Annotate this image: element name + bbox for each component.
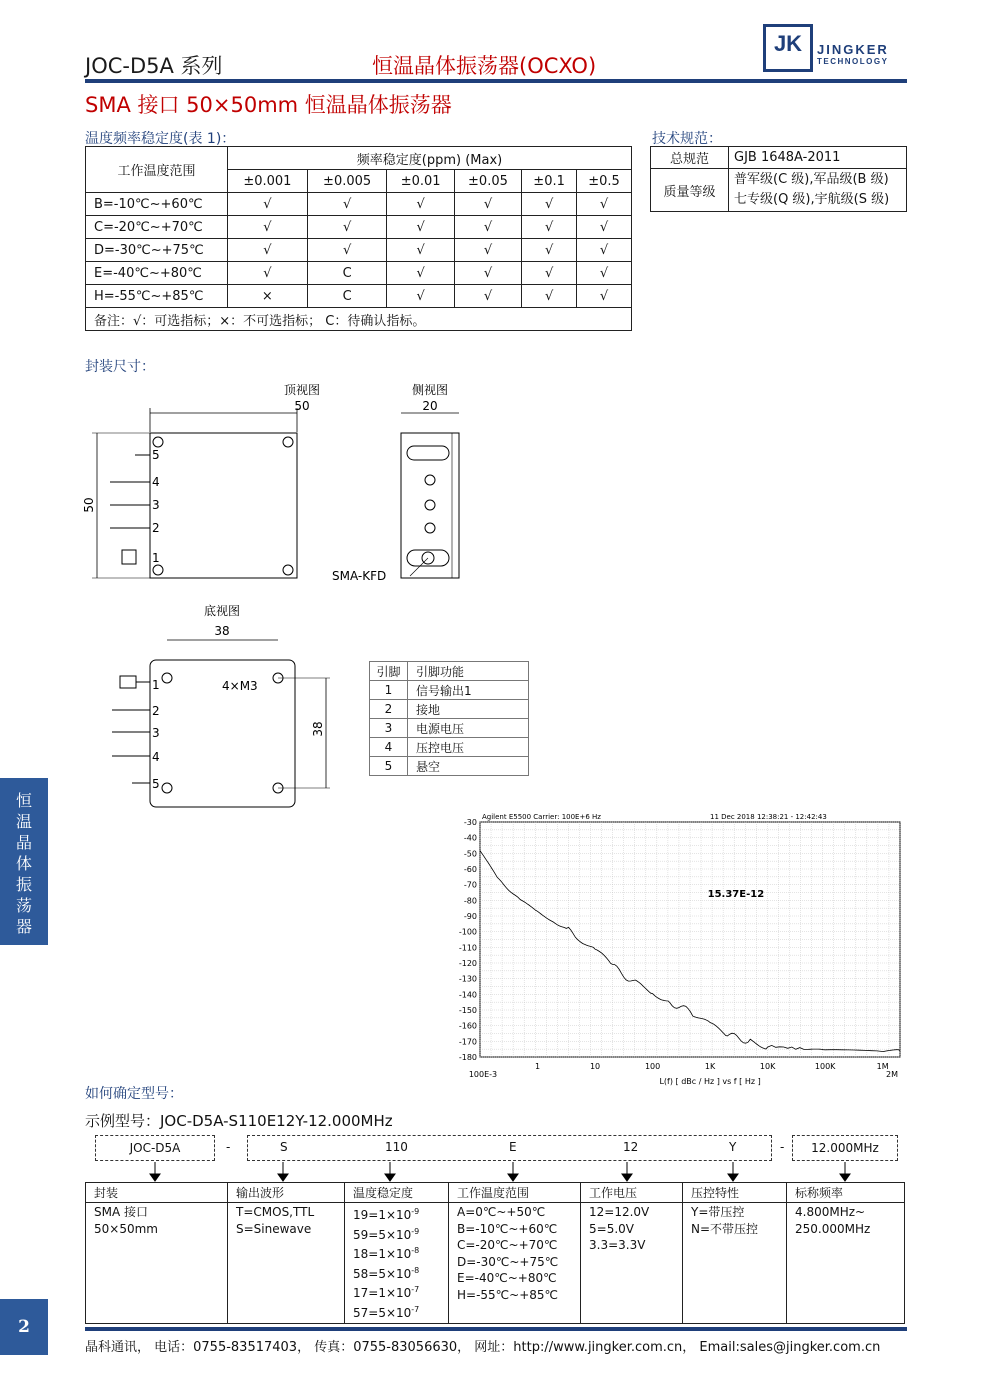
stability-row [86, 239, 632, 262]
stability-code-exp: -9 [411, 1226, 420, 1236]
top-side-drawing [80, 380, 480, 610]
y-tick-label: -120 [458, 959, 477, 968]
page-number: 2 [0, 1299, 48, 1355]
model-col-header: 压控特性 [683, 1183, 787, 1203]
side-tab-char: 恒 [15, 791, 32, 810]
stability-cell: √ [307, 193, 387, 216]
box-prefix: JOC-D5A [95, 1135, 215, 1161]
stability-row [86, 285, 632, 308]
stability-cell: √ [522, 239, 577, 262]
pin-function: 接地 [408, 700, 529, 719]
stability-code [353, 1302, 440, 1322]
temp-range-code: D=-30℃~+75℃ [457, 1254, 559, 1269]
box-dash-2: - [780, 1140, 785, 1154]
top-pin-4: 4 [152, 475, 160, 489]
chart-annotation: 15.37E-12 [707, 889, 765, 901]
footer-divider [85, 1327, 907, 1331]
stability-code-exp: -7 [411, 1304, 420, 1314]
model-col-header: 温度稳定度 [345, 1183, 449, 1203]
stability-cell: √ [387, 193, 454, 216]
general-label: 总规范 [651, 147, 729, 169]
stability-code-exp: -8 [411, 1246, 420, 1255]
top-view-label: 顶视图 [283, 383, 321, 397]
box-dash-1: - [226, 1140, 231, 1154]
stability-cell: √ [307, 216, 387, 239]
stability-cell: √ [387, 239, 454, 262]
stability-note: 备注：√：可选指标；×：不可选指标； C：待确认指标。 [86, 308, 632, 331]
bottom-drawing [100, 600, 350, 815]
pin-row [370, 700, 529, 719]
stability-cell: √ [522, 193, 577, 216]
voltage-code: 5=5.0V [589, 1221, 634, 1236]
side-tab-char: 荡 [15, 896, 32, 915]
pin-number: 4 [370, 738, 408, 757]
logo-name: JINGKER [817, 42, 889, 57]
stability-cell: √ [522, 285, 577, 308]
voltage-code: 3.3=3.3V [589, 1238, 646, 1252]
stability-code-exp: -9 [411, 1207, 420, 1216]
stability-code [353, 1204, 440, 1224]
x-tick-label: 1K [704, 1062, 716, 1071]
stability-cell: √ [228, 262, 308, 285]
temp-range-code: H=-55℃~+85℃ [457, 1287, 559, 1302]
hole-label: 4×M3 [222, 679, 258, 693]
y-tick-label: -90 [463, 912, 477, 921]
quality-label: 质量等级 [651, 169, 729, 212]
pin-number: 5 [370, 757, 408, 776]
stability-row [86, 262, 632, 285]
stability-cell: √ [454, 216, 521, 239]
y-tick-label: -170 [458, 1037, 477, 1047]
y-tick-label: -130 [458, 974, 477, 984]
box-frequency: 12.000MHz [792, 1135, 898, 1161]
x-tick-label: 100K [814, 1062, 836, 1071]
stability-col-header: ±0.1 [522, 170, 577, 193]
bottom-height-label: 38 [311, 721, 325, 737]
range-cell: H=-55℃~+85℃ [86, 285, 228, 308]
x-tick-label: 2M [886, 1070, 898, 1079]
side-tab-char: 温 [15, 812, 32, 831]
top-pin-2: 2 [152, 521, 160, 535]
temp-range-code: C=-20℃~+70℃ [457, 1238, 558, 1252]
stability-code-base: 17=1×10 [353, 1286, 412, 1300]
temp-range-code: A=0℃~+50℃ [457, 1205, 546, 1219]
stability-cell: √ [228, 193, 308, 216]
stability-code-base: 58=5×10 [353, 1266, 412, 1281]
stability-cell: √ [454, 285, 521, 308]
func-header: 引脚功能 [408, 662, 529, 681]
range-cell: B=-10℃~+60℃ [86, 193, 228, 216]
x-tick-label: 100E-3 [468, 1070, 498, 1079]
x-tick-label: 1 [534, 1062, 541, 1071]
y-tick-label: -100 [458, 927, 477, 937]
sma-label: SMA-KFD [332, 569, 387, 583]
pin-function: 信号输出1 [408, 681, 529, 700]
range-cell: C=-20℃~+70℃ [86, 216, 228, 239]
stability-col-header: ±0.05 [454, 170, 521, 193]
stability-code-base: 19=1×10 [353, 1208, 412, 1222]
y-tick-label: -40 [463, 833, 477, 843]
code-12: 12 [623, 1140, 639, 1154]
pin-row [370, 681, 529, 700]
range-cell: E=-40℃~+80℃ [86, 262, 228, 285]
y-tick-label: -50 [463, 849, 477, 859]
pin-function: 压控电压 [408, 738, 529, 757]
logo-sub: TECHNOLOGY [817, 57, 889, 66]
pin-row [370, 738, 529, 757]
bottom-pin-3: 3 [152, 726, 160, 740]
footer-contact: 晶科通讯， 电话：0755-83517403， 传真：0755-83056630， 网址：http://www.jingker.com.cn， Email:sales@jingker.com.cn [85, 1340, 881, 1355]
stability-cell: √ [577, 193, 632, 216]
x-tick-label: 10K [759, 1062, 776, 1071]
package-section-title: 封装尺寸： [85, 359, 155, 375]
x-tick-label: 10 [589, 1062, 601, 1071]
stability-code [353, 1243, 440, 1263]
stability-row [86, 193, 632, 216]
stability-col-header: ±0.5 [577, 170, 632, 193]
bottom-pin-2: 2 [152, 704, 160, 718]
stability-col-header: ±0.01 [387, 170, 454, 193]
vc-code: N=不带压控 [691, 1221, 759, 1236]
col1-line1: SMA 接口 [94, 1205, 148, 1219]
stability-cell: √ [387, 285, 454, 308]
model-arrows [85, 1160, 905, 1184]
x-axis-label: L(f) [ dBc / Hz ] vs f [ Hz ] [659, 1077, 761, 1086]
stability-cell: × [228, 285, 308, 308]
top-pin-5: 5 [152, 448, 160, 462]
stability-code-exp: -8 [411, 1265, 420, 1275]
pin-row [370, 719, 529, 738]
model-example: 示例型号：JOC-D5A-S110E12Y-12.000MHz [85, 1112, 393, 1130]
top-height-label: 50 [82, 497, 96, 513]
quality-line2: 七专级(Q 级),宇航级(S 级) [734, 192, 890, 207]
y-tick-label: -80 [463, 896, 477, 906]
pin-number: 3 [370, 719, 408, 738]
code-110: 110 [385, 1140, 408, 1154]
side-tab-char: 体 [15, 854, 32, 873]
pin-number: 2 [370, 700, 408, 719]
voltage-code: 12=12.0V [589, 1205, 650, 1219]
stability-row [86, 216, 632, 239]
category-title: 恒温晶体振荡器(OCXO) [372, 54, 597, 78]
stability-cell: √ [454, 262, 521, 285]
side-width-label: 20 [422, 399, 438, 413]
stability-cell: √ [577, 239, 632, 262]
vc-code: Y=带压控 [691, 1205, 745, 1219]
temp-range-code: B=-10℃~+60℃ [457, 1221, 558, 1236]
stability-cell: √ [577, 262, 632, 285]
stability-col-header: ±0.005 [307, 170, 387, 193]
stability-table [85, 146, 632, 331]
stability-cell: √ [228, 216, 308, 239]
side-tab-char: 晶 [15, 833, 32, 852]
bottom-view-label: 底视图 [203, 604, 241, 618]
stability-cell: √ [577, 216, 632, 239]
stability-cell: √ [387, 216, 454, 239]
stability-cell: √ [454, 239, 521, 262]
y-tick-label: -110 [458, 943, 477, 953]
side-view-label: 侧视图 [411, 383, 449, 397]
top-width-label: 50 [294, 399, 310, 413]
pin-function: 悬空 [408, 757, 529, 776]
logo-mark: JK [763, 24, 813, 72]
spec-table [650, 146, 907, 212]
temp-range-code: E=-40℃~+80℃ [457, 1271, 557, 1285]
stability-code-base: 18=1×10 [353, 1247, 412, 1261]
stability-cell: √ [307, 239, 387, 262]
model-col-header: 输出波形 [228, 1183, 345, 1203]
pin-function: 电源电压 [408, 719, 529, 738]
model-col-header: 标称频率 [787, 1183, 905, 1203]
side-category-tab [0, 778, 48, 945]
page-subtitle: SMA 接口 50×50mm 恒温晶体振荡器 [85, 93, 452, 117]
range-header: 工作温度范围 [86, 147, 228, 193]
stability-cell: √ [577, 285, 632, 308]
code-e: E [509, 1140, 517, 1154]
spec-section-title: 技术规范： [652, 131, 722, 147]
stability-cell: √ [522, 262, 577, 285]
x-tick-label: 1M [876, 1062, 889, 1071]
col2-line1: T=CMOS,TTL [236, 1205, 315, 1219]
frequency-range: 4.800MHz~ [795, 1205, 866, 1219]
bottom-pin-4: 4 [152, 750, 160, 764]
chart-title: Agilent E5500 Carrier: 100E+6 Hz [482, 813, 601, 821]
y-tick-label: -30 [463, 818, 477, 827]
top-pin-1: 1 [152, 551, 160, 565]
quality-line1: 普军级(C 级),军品级(B 级) [734, 172, 889, 187]
stability-cell: C [307, 262, 387, 285]
stability-code-exp: -7 [411, 1285, 420, 1294]
stability-code-base: 59=5×10 [353, 1227, 412, 1242]
bottom-pin-5: 5 [152, 777, 160, 791]
stability-cell: C [307, 285, 387, 308]
stability-section-title: 温度频率稳定度(表 1)： [85, 131, 236, 147]
col2-line2: S=Sinewave [236, 1221, 312, 1236]
top-pin-3: 3 [152, 498, 160, 512]
y-tick-label: -180 [458, 1053, 477, 1062]
stability-code-base: 57=5×10 [353, 1305, 412, 1320]
stability-code [353, 1263, 440, 1283]
model-section-title: 如何确定型号： [85, 1086, 183, 1102]
pin-number: 1 [370, 681, 408, 700]
pin-header: 引脚 [370, 662, 408, 681]
model-col-header: 工作电压 [581, 1183, 683, 1203]
general-value: GJB 1648A-2011 [729, 147, 907, 169]
frequency-range: 250.000MHz [795, 1221, 871, 1236]
stability-cell: √ [522, 216, 577, 239]
bottom-width-label: 38 [214, 624, 230, 638]
model-col-header: 工作温度范围 [449, 1183, 581, 1203]
stability-col-header: ±0.001 [228, 170, 308, 193]
chart-timestamp: 11 Dec 2018 12:38:21 - 12:42:43 [710, 813, 827, 821]
code-s: S [280, 1140, 288, 1154]
range-cell: D=-30℃~+75℃ [86, 239, 228, 262]
header-divider [85, 79, 907, 83]
stability-cell: √ [228, 239, 308, 262]
company-logo [763, 24, 908, 74]
y-tick-label: -140 [458, 990, 477, 1000]
phase-noise-chart [445, 810, 910, 1088]
side-tab-char: 器 [15, 917, 32, 936]
stability-group-header: 频率稳定度(ppm) (Max) [228, 147, 632, 170]
code-y: Y [729, 1140, 737, 1154]
y-tick-label: -60 [463, 865, 477, 874]
pin-table [369, 661, 529, 776]
stability-code [353, 1282, 440, 1302]
model-col-header: 封装 [86, 1183, 228, 1203]
x-tick-label: 100 [644, 1062, 661, 1071]
stability-cell: √ [454, 193, 521, 216]
pin-row [370, 757, 529, 776]
col1-line2: 50×50mm [94, 1221, 158, 1236]
model-table [85, 1182, 905, 1324]
series-title: JOC-D5A 系列 [85, 54, 223, 78]
bottom-pin-1: 1 [152, 678, 160, 692]
stability-code [353, 1224, 440, 1244]
y-tick-label: -160 [458, 1021, 477, 1031]
stability-cell: √ [387, 262, 454, 285]
y-tick-label: -150 [458, 1006, 477, 1015]
side-tab-char: 振 [15, 875, 32, 894]
y-tick-label: -70 [463, 880, 477, 890]
